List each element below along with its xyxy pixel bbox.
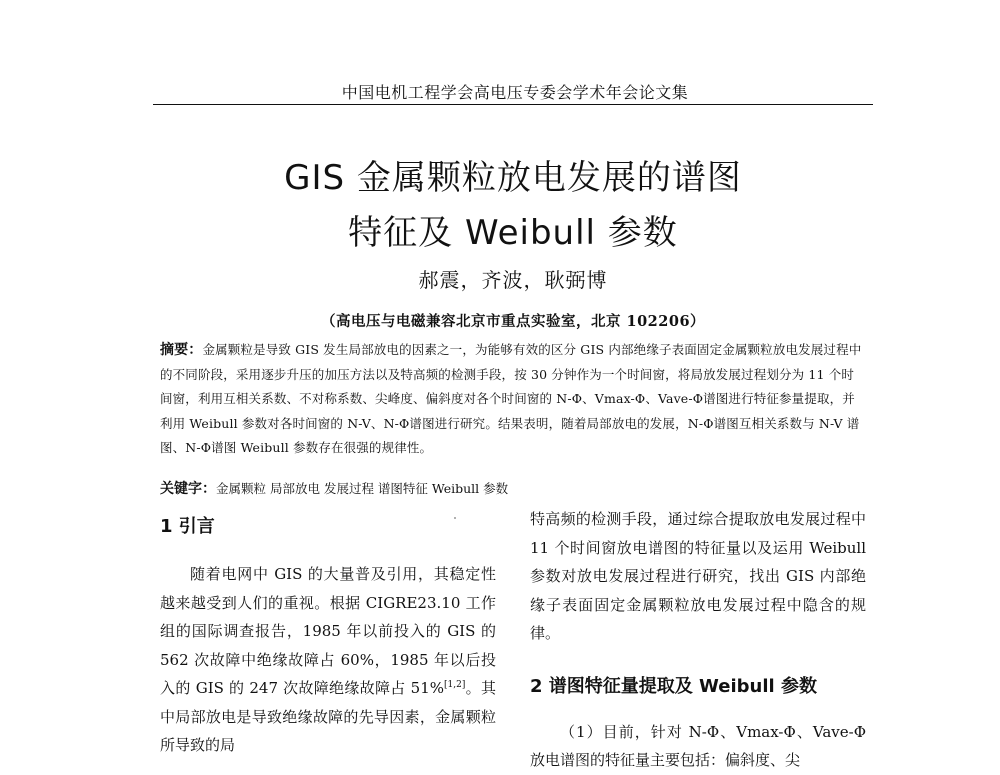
spacer [530,648,866,672]
right-column [530,505,866,775]
affiliation: （高电压与电磁兼容北京市重点实验室，北京 102206） [320,313,706,330]
abstract-text: 金属颗粒是导致 GIS 发生局部放电的因素之一，为能够有效的区分 GIS 内部绝缘子表面固定金属颗粒放电发展过程中的不同阶段，采用逐步升压的加压方法以及特高频的检测手段，按 30 分钟作为一个时间窗，将局放发展过程划分为 11 个时间窗，利用互相关系数、不对称系数、尖峰度、偏斜度对各个时间窗的 N-Φ、Vmax-Φ、Vave-Φ谱图进行特征参量提取，并利用 Weibull 参数对各时间窗的 N-V、N-Φ谱图进行研究。结果表明，随着局部放电的发展，N-Φ谱图互相关系数与 N-V 谱图、N-Φ谱图 Weibull 参数存在很强的规律性。 [160,342,862,455]
section2-paragraph: （1）目前，针对 N-Φ、Vmax-Φ、Vave-Φ放电谱图的特征量主要包括：偏斜度、尖 [530,722,866,769]
section2-heading: 2 谱图特征量提取及 Weibull 参数 [530,675,817,697]
keywords-text: 金属颗粒 局部放电 发展过程 谱图特征 Weibull 参数 [216,481,509,496]
abstract [160,338,866,461]
citation: [1,2] [444,680,466,690]
paper-title-line2: 特征及 Weibull 参数 [348,213,678,253]
abstract-label: 摘要： [160,342,203,358]
continued-paragraph: 特高频的检测手段，通过综合提取放电发展过程中 11 个时间窗放电谱图的特征量以及运用 Weibull 参数对放电发展过程进行研究，找出 GIS 内部绝缘子表面固定金属颗粒放电发展过程中隐含的规律。 [530,510,866,642]
header-rule [153,104,873,105]
section1-paragraph [160,560,496,760]
paper-title-line1: GIS 金属颗粒放电发展的谱图 [284,158,742,198]
section1-text-b: 。其中局部放电是导致绝缘故障的先导因素，金属颗粒所导致的局 [160,679,496,754]
section1-text-a: 随着电网中 GIS 的大量普及引用，其稳定性越来越受到人们的重视。根据 CIGRE23.10 工作组的国际调查报告，1985 年以前投入的 GIS 的 562 次故障中绝缘故障占 60%，1985 年以后投入的 GIS 的 247 次故障绝缘故障占 51% [160,565,496,697]
left-column [160,512,496,760]
running-header: 中国电机工程学会高电压专委会学术年会论文集 [341,83,689,102]
keywords [160,478,866,500]
keywords-label: 关键字： [160,481,216,497]
author-list: 郝震，齐波，耿弼博 [418,268,608,292]
section1-heading: 1 引言 [160,516,215,537]
